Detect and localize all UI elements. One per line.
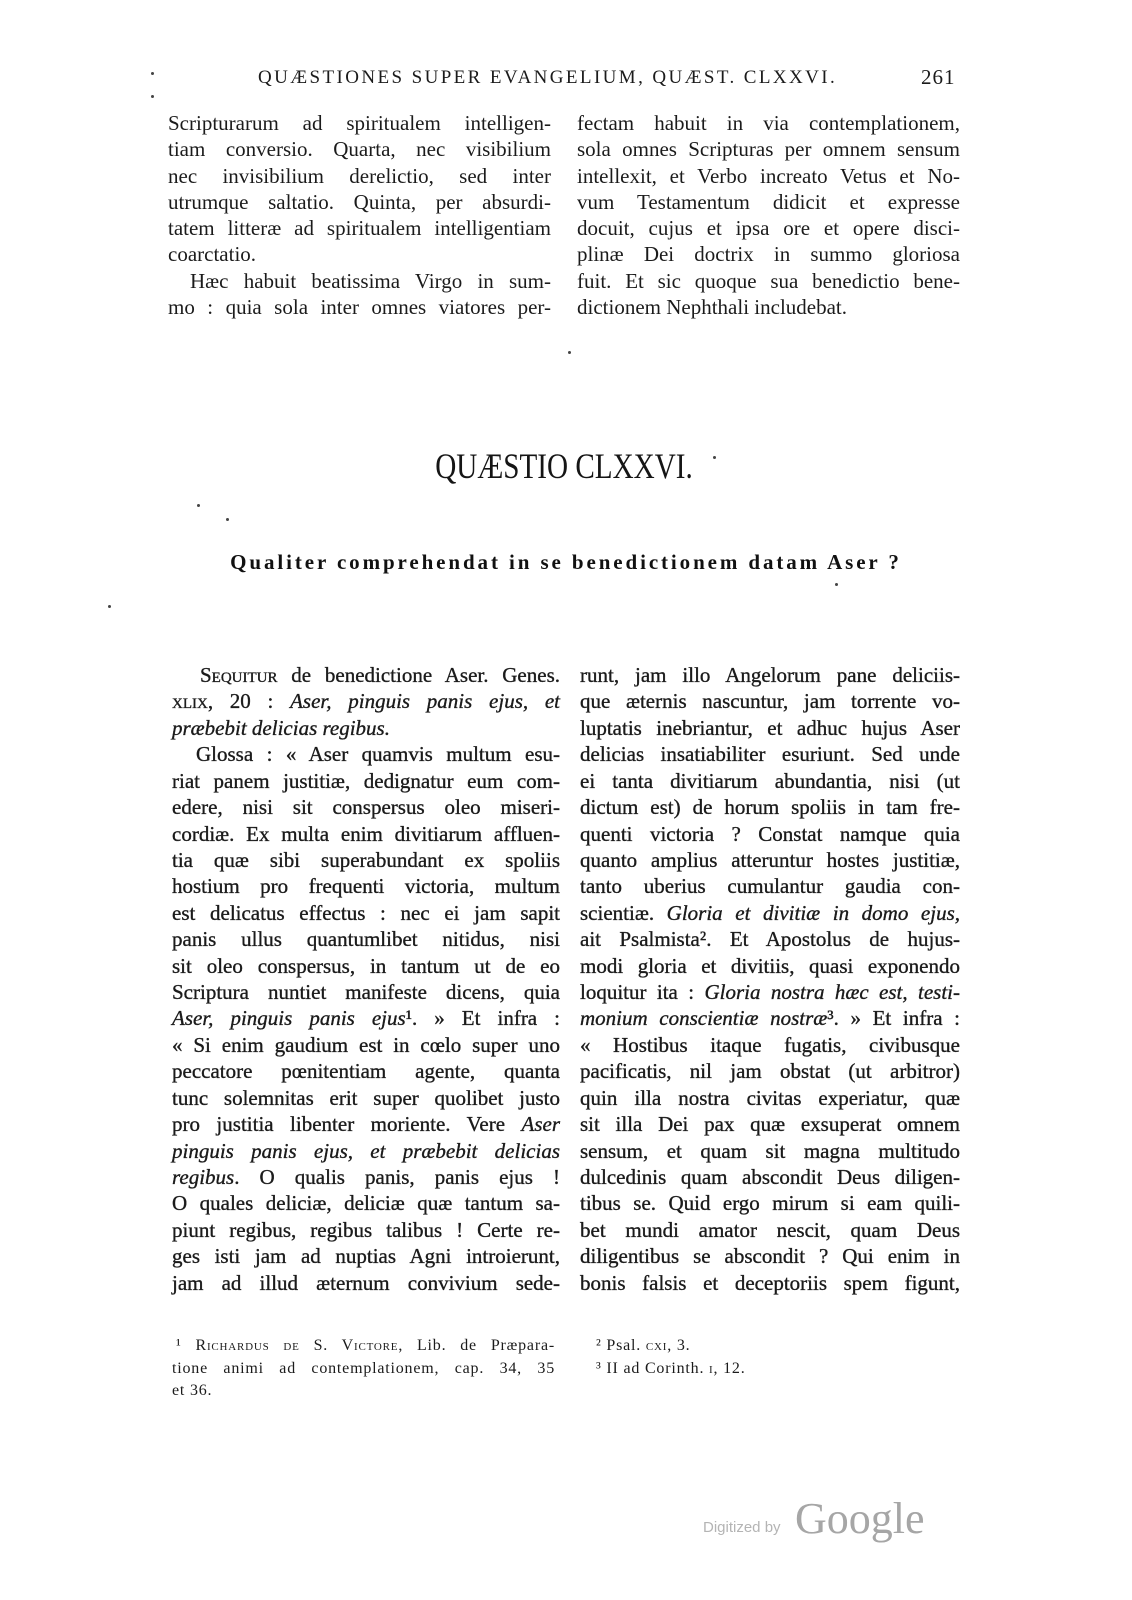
scan-speck xyxy=(713,456,716,459)
text-line xyxy=(580,926,960,952)
text-line xyxy=(172,1111,560,1137)
text-line: piunt regibus, regibus talibus ! Certe re- xyxy=(172,1217,560,1242)
text-line: pinguis panis ejus, et præbebit delicias xyxy=(172,1138,560,1163)
text-line: mo : quia sola inter omnes viatores per- xyxy=(168,295,551,320)
text-run: pro justitia libenter moriente. Vere xyxy=(172,1112,522,1137)
text-line: fectam habuit in via contemplationem, xyxy=(577,111,960,135)
text-run: ³ II ad Corinth. xyxy=(596,1359,710,1377)
text-line: jam ad illud æternum convivium sede- xyxy=(172,1270,560,1295)
text-line: que æternis nascuntur, jam torrente vo- xyxy=(580,689,960,714)
question-subtitle: Qualiter comprehendat in se benedictionem datam Aser ? xyxy=(230,550,902,574)
text-line: edere, nisi sit conspersus oleo miseri- xyxy=(172,795,560,820)
text-line: tia quæ sibi superabundant ex spoliis xyxy=(172,847,560,872)
text-line: tunc solemnitas erit super quolibet justo xyxy=(172,1085,560,1110)
text-line: modi gloria et divitiis, quasi exponendo xyxy=(580,953,960,978)
text-line: utrumque saltatio. Quinta, per absurdi- xyxy=(168,189,551,214)
text-line: luptatis inebriantur, et adhuc hujus Aser xyxy=(580,715,960,740)
scan-speck xyxy=(226,518,229,521)
scan-speck xyxy=(151,72,154,75)
footnote-marker: ² xyxy=(699,927,707,952)
footnote-line: tione animi ad contemplationem, cap. 34, 35 xyxy=(172,1359,555,1377)
text-line: bonis falsis et deceptoriis spem figunt, xyxy=(580,1270,960,1295)
text-line: tiam conversio. Quarta, nec visibilium xyxy=(168,137,551,162)
text-line xyxy=(580,1005,960,1031)
text-line: præbebit delicias regibus. xyxy=(172,715,390,740)
question-heading: QUÆSTIO CLXXVI. xyxy=(435,446,693,486)
text-line: tanto uberius cumulantur gaudia con- xyxy=(580,874,960,899)
text-line: pacificatis, nil jam obstat (ut arbitror) xyxy=(580,1059,960,1084)
text-line: panis ullus quantumlibet nitidus, nisi xyxy=(172,927,560,952)
small-caps-run: Richardus de S. Victore xyxy=(195,1337,399,1354)
text-line: sola omnes Scripturas per omnem sensum xyxy=(577,137,960,162)
text-line: quenti victoria ? Constat namque quia xyxy=(580,821,960,846)
text-line: Hæc habuit beatissima Virgo in sum- xyxy=(190,268,551,293)
small-caps-run: cxi xyxy=(645,1337,668,1354)
italic-run: regibus xyxy=(172,1165,235,1190)
footnote-line xyxy=(172,1335,555,1358)
text-line: docuit, cujus et ipsa ore et opere disci- xyxy=(577,216,960,241)
text-run: . Et Apostolus de hujus- xyxy=(706,927,960,952)
text-line: Glossa : « Aser quamvis multum esu- xyxy=(196,742,560,767)
text-line xyxy=(580,900,960,926)
small-caps-run: Sequitur xyxy=(200,663,278,687)
small-caps-run: xlix xyxy=(172,689,208,714)
text-run: . » Et infra : xyxy=(411,1006,560,1031)
footnotes-right xyxy=(596,1335,896,1380)
text-run: , 3. xyxy=(667,1337,691,1354)
text-run: , Lib. de Præpara- xyxy=(398,1337,555,1354)
page-number: 261 xyxy=(921,65,956,89)
text-line: ges isti jam ad nuptias Agni introierunt, xyxy=(172,1244,560,1269)
footnote-line xyxy=(596,1358,896,1381)
italic-run: Aser xyxy=(521,1112,560,1137)
text-line: cordiæ. Ex multa enim divitiarum affluen- xyxy=(172,821,560,846)
text-line: dictum est) de horum spoliis in tam fre- xyxy=(580,795,960,820)
italic-run: Gloria nostra hæc est, testi- xyxy=(704,980,960,1005)
text-line: peccatore pœnitentiam agente, quanta xyxy=(172,1059,560,1084)
footnote-marker: ¹ xyxy=(405,1006,412,1031)
text-run: , 20 : xyxy=(207,689,291,714)
text-line: intellexit, et Verbo increato Vetus et No- xyxy=(577,163,960,188)
text-line: dictionem Nephthali includebat. xyxy=(577,295,848,320)
text-line: vum Testamentum didicit et expresse xyxy=(577,189,960,214)
footnote-line: et 36. xyxy=(172,1382,213,1399)
italic-run: Aser, pinguis panis ejus, et xyxy=(290,689,560,714)
text-run: . » Et infra : xyxy=(833,1006,961,1031)
text-line: sensum, et quam sit magna multitudo xyxy=(580,1138,960,1163)
text-run: , 12. xyxy=(713,1359,746,1377)
text-line: tibus se. Quid ergo mirum si eam quili- xyxy=(580,1191,960,1216)
text-line: plinæ Dei doctrix in summo gloriosa xyxy=(577,242,960,267)
text-line: « Hostibus itaque fugatis, civibusque xyxy=(580,1032,960,1057)
scan-speck xyxy=(835,583,838,586)
text-line: « Si enim gaudium est in cœlo super uno xyxy=(172,1032,560,1057)
footnote-marker: ³ xyxy=(827,1006,834,1031)
text-line: sit illa Dei pax quæ exsuperat omnem xyxy=(580,1112,960,1137)
body-right-column xyxy=(580,662,960,1296)
footnote-line xyxy=(596,1335,896,1358)
text-run: loquitur ita : xyxy=(580,980,705,1005)
text-line: runt, jam illo Angelorum pane deliciis- xyxy=(580,663,960,687)
text-line: quanto amplius atteruntur hostes justitiæ, xyxy=(580,847,960,872)
scan-speck xyxy=(197,504,200,507)
italic-run: Aser, pinguis panis ejus xyxy=(172,1006,406,1031)
text-line: sit oleo conspersus, in tantum ut de eo xyxy=(172,953,560,978)
text-line: ei tanta divitiarum abundantia, nisi (ut xyxy=(580,768,960,793)
text-line: fuit. Et sic quoque sua benedictio bene- xyxy=(577,268,960,293)
watermark-prefix: Digitized by xyxy=(703,1519,781,1536)
text-line xyxy=(172,1164,560,1190)
text-line: est delicatus effectus : nec ei jam sapit xyxy=(172,900,560,925)
text-line xyxy=(580,979,960,1005)
question-heading-block xyxy=(0,446,1128,486)
running-header-title: QUÆSTIONES SUPER EVANGELIUM, QUÆST. CLXXVI. xyxy=(258,67,838,88)
previous-question-right-column xyxy=(577,110,960,320)
text-line: O quales deliciæ, deliciæ quæ tantum sa- xyxy=(172,1191,560,1216)
google-logo: Google xyxy=(795,1494,925,1543)
text-line xyxy=(172,1005,560,1031)
text-line: delicias insatiabiliter esuriunt. Sed unde xyxy=(580,742,960,767)
text-line: Scriptura nuntiet manifeste dicens, quia xyxy=(172,980,560,1005)
scan-speck xyxy=(108,605,111,608)
scan-speck xyxy=(568,351,571,354)
text-line: nec invisibilium derelictio, sed inter xyxy=(168,163,551,188)
footnotes-left xyxy=(172,1335,555,1403)
text-line: Scripturarum ad spiritualem intelligen- xyxy=(168,111,551,135)
italic-run: monium conscientiæ nostræ xyxy=(580,1006,828,1031)
text-line: tatem litteræ ad spiritualem intelligentiam xyxy=(168,216,551,241)
text-run: ait Psalmista xyxy=(580,927,700,952)
small-caps-run: i xyxy=(709,1359,714,1377)
text-line xyxy=(172,662,560,688)
text-run: scientiæ. xyxy=(580,900,667,925)
text-line xyxy=(172,688,560,714)
scan-speck xyxy=(151,95,154,98)
text-line: coarctatio. xyxy=(168,242,257,267)
text-line: quin illa nostra civitas experiatur, quæ xyxy=(580,1085,960,1110)
text-line: riat panem justitiæ, dedignatur eum com- xyxy=(172,768,560,793)
text-run: ² Psal. xyxy=(596,1337,646,1354)
previous-question-left-column xyxy=(168,110,551,320)
text-line: diligentibus se abscondit ? Qui enim in xyxy=(580,1244,960,1269)
body-left-column xyxy=(172,662,560,1296)
text-line: hostium pro frequenti victoria, multum xyxy=(172,874,560,899)
text-line: dulcedinis quam abscondit Deus diligen- xyxy=(580,1165,960,1190)
footnote-marker: ¹ xyxy=(176,1337,196,1354)
text-run: . O qualis panis, panis ejus ! xyxy=(234,1165,560,1190)
italic-run: Gloria et divitiæ in domo ejus, xyxy=(666,900,961,925)
question-subtitle-block xyxy=(0,549,1132,575)
text-line: bet mundi amator nescit, quam Deus xyxy=(580,1217,960,1242)
text-run: de benedictione Aser. Genes. xyxy=(277,663,560,687)
